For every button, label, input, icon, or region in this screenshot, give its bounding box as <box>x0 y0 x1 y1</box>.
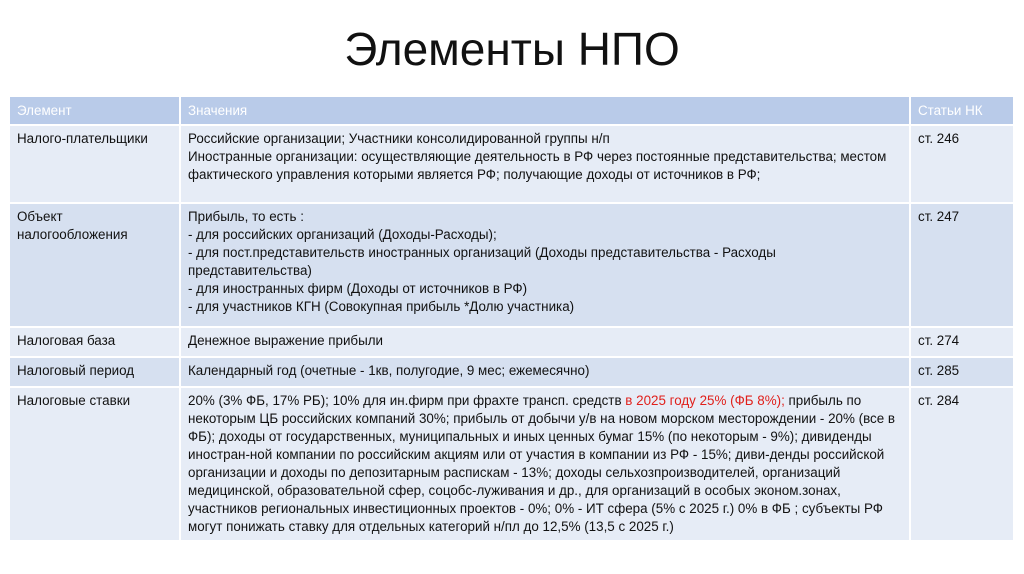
cell-article: ст. 274 <box>910 327 1014 357</box>
cell-article: ст. 246 <box>910 125 1014 203</box>
cell-values <box>180 203 910 327</box>
npo-elements-table <box>10 97 1015 542</box>
value-line: - для иностранных фирм (Доходы от источников в РФ) <box>188 281 528 296</box>
cell-value: Денежное выражение прибыли <box>180 327 910 357</box>
table-header-row <box>10 97 1014 125</box>
value-line: - для российских организаций (Доходы-Расходы); <box>188 227 497 242</box>
table-row-object <box>10 203 1014 327</box>
value-line: - для пост.представительств иностранных организаций (Доходы представительства - Расходы представительства) <box>188 245 776 278</box>
value-line: Иностранные организации: осуществляющие деятельность в РФ через постоянные представительства; местом фактического управления которыми является РФ; получающие доходы от источников в РФ; <box>188 149 887 182</box>
cell-values <box>180 125 910 203</box>
value-line: - для участников КГН (Совокупная прибыль *Долю участника) <box>188 299 575 314</box>
value-line: Прибыль, то есть : <box>188 209 304 224</box>
cell-value: Календарный год (очетные - 1кв, полугодие, 9 мес; ежемесячно) <box>180 357 910 387</box>
cell-element: Налоговый период <box>10 357 180 387</box>
rates-text-highlight: в 2025 году 25% (ФБ 8%); <box>625 393 785 408</box>
page-title: Элементы НПО <box>344 23 680 75</box>
table-row-rates <box>10 387 1014 541</box>
header-element: Элемент <box>10 97 180 125</box>
cell-element: Объект налогообложения <box>10 203 180 327</box>
cell-element: Налоговая база <box>10 327 180 357</box>
header-articles: Статьи НК <box>910 97 1014 125</box>
cell-value <box>180 387 910 541</box>
value-line: Российские организации; Участники консолидированной группы н/п <box>188 131 610 146</box>
rates-text-part2: прибыль по некоторым ЦБ российских компаний 30%; прибыль от добычи у/в на новом морском месторождении - 20% (все в ФБ); доходы от государственных, муниципальных и иных ценных бумаг 15% (по некоторым - 9%); дивиденды иностран-ной компании по российским акциям или от участия в компании из РФ - 15%; диви-денды российской организации и доходы по депозитарным распискам - 13%; доходы сельхозпроизводителей, организаций медицинской, образовательной сфер, соцобс-луживания и др., для организаций в особых эконом.зонах, участников региональных инвестиционных проектов - 0%; 0% - ИТ сфера (5% с 2025 г.) 0% в ФБ ; субъекты РФ могут понижать ставку для отдельных категорий н/пл до 12,5% (13,5 с 2025 г.) <box>188 393 896 534</box>
rates-text-part1: 20% (3% ФБ, 17% РБ); 10% для ин.фирм при фрахте трансп. средств <box>188 393 626 408</box>
table-row-period <box>10 357 1014 387</box>
table-row-taxpayers <box>10 125 1014 203</box>
cell-element: Налого-плательщики <box>10 125 180 203</box>
header-values: Значения <box>180 97 910 125</box>
cell-element: Налоговые ставки <box>10 387 180 541</box>
cell-article: ст. 247 <box>910 203 1014 327</box>
cell-article: ст. 284 <box>910 387 1014 541</box>
cell-article: ст. 285 <box>910 357 1014 387</box>
table-row-base <box>10 327 1014 357</box>
